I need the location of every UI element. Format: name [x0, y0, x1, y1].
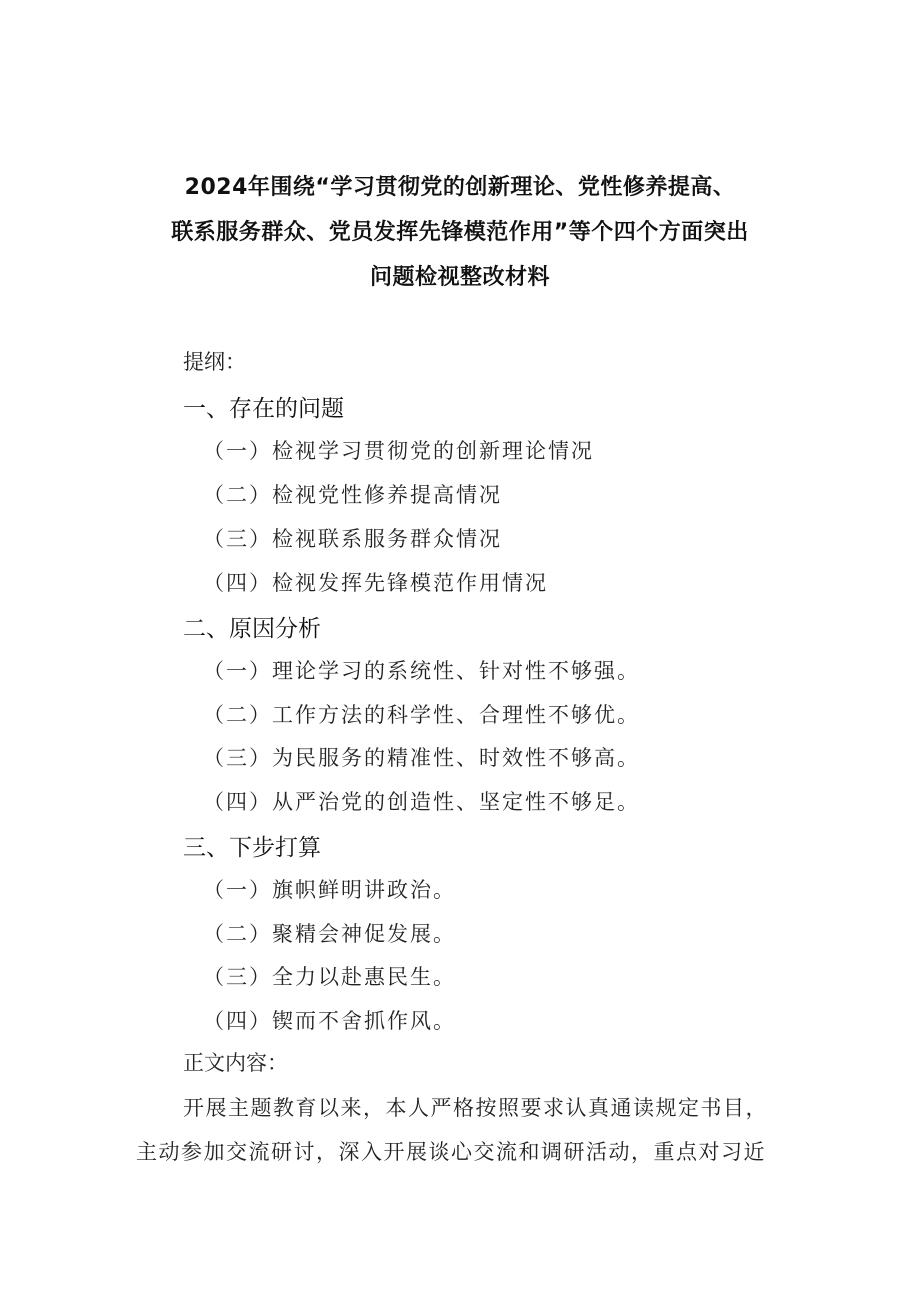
outline-item: （四）锲而不舍抓作风。: [203, 1009, 456, 1033]
outline-label: 提纲：: [183, 350, 246, 374]
outline-item: （二）工作方法的科学性、合理性不够优。: [203, 703, 640, 727]
section-heading-next-steps: 三、下步打算: [183, 835, 321, 861]
section-heading-causes: 二、原因分析: [183, 616, 321, 642]
outline-item: （三）全力以赴惠民生。: [203, 965, 456, 989]
document-title-line-2: 联系服务群众、党员发挥先锋模范作用”等个四个方面突出: [171, 220, 749, 245]
outline-item: （一）理论学习的系统性、针对性不够强。: [203, 659, 640, 683]
outline-item: （一）旗帜鲜明讲政治。: [203, 878, 456, 902]
outline-item: （四）从严治党的创造性、坚定性不够足。: [203, 790, 640, 814]
outline-item: （二）聚精会神促发展。: [203, 922, 456, 946]
outline-item: （三）检视联系服务群众情况: [203, 527, 502, 551]
section-heading-problems: 一、存在的问题: [183, 396, 344, 422]
document-title-line-1: 2024年围绕“学习贯彻党的创新理论、党性修养提高、: [184, 175, 736, 200]
outline-item: （二）检视党性修养提高情况: [203, 483, 502, 507]
outline-item: （三）为民服务的精准性、时效性不够高。: [203, 746, 640, 770]
outline-item: （四）检视发挥先锋模范作用情况: [203, 571, 548, 595]
body-paragraph-line-2: 主动参加交流研讨，深入开展谈心交流和调研活动，重点对习近: [136, 1140, 766, 1164]
body-label: 正文内容：: [183, 1051, 288, 1075]
outline-item: （一）检视学习贯彻党的创新理论情况: [203, 439, 594, 463]
document-title-line-3: 问题检视整改材料: [369, 265, 550, 290]
body-paragraph-line-1: 开展主题教育以来，本人严格按照要求认真通读规定书目，: [183, 1096, 768, 1120]
